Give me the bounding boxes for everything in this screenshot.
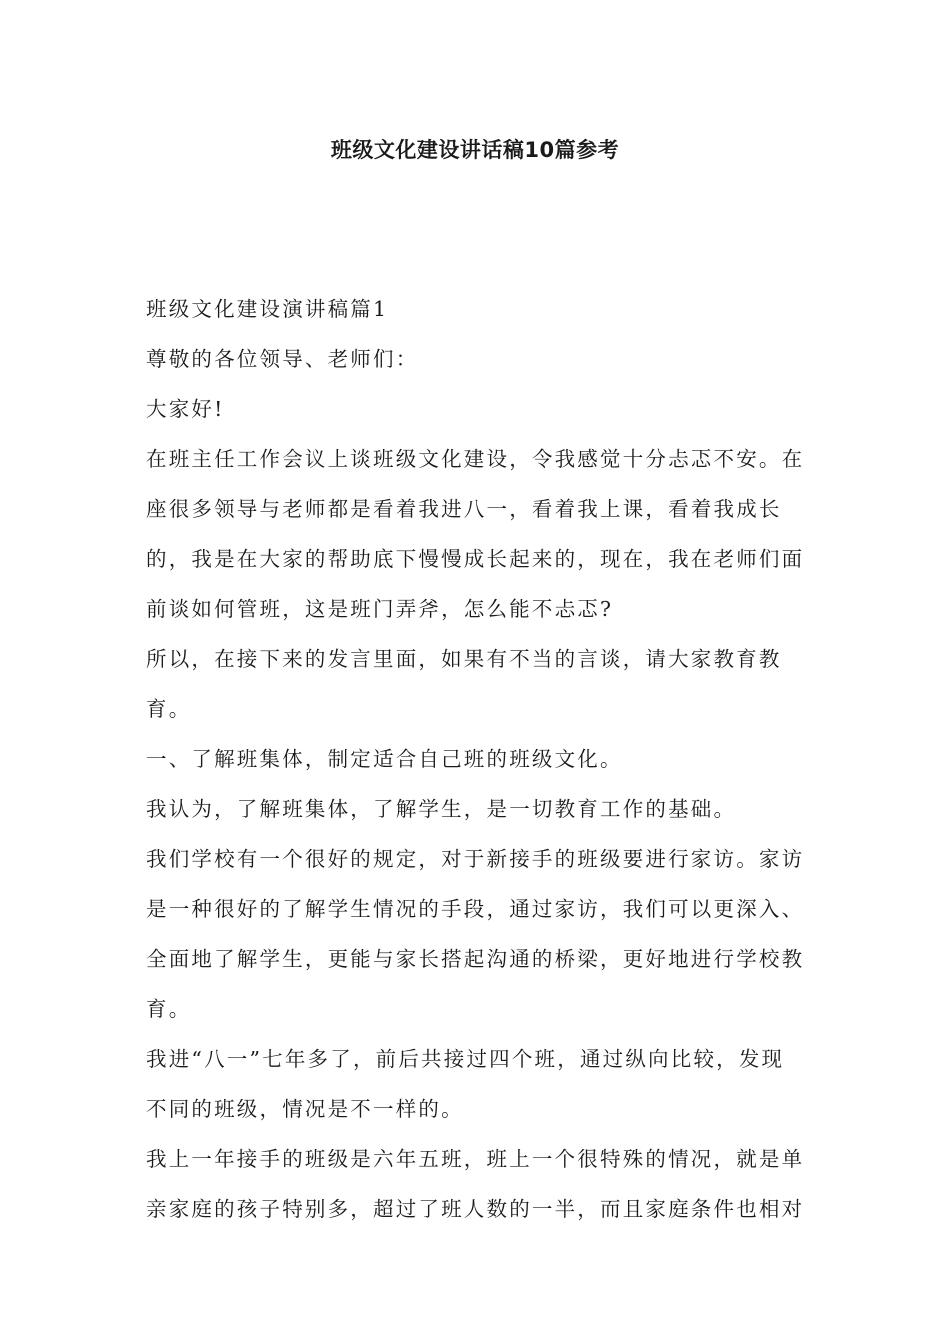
paragraph: 我认为，了解班集体，了解学生，是一切教育工作的基础。 [146,797,737,821]
paragraph: 我进“八一”七年多了，前后共接过四个班，通过纵向比较，发现不同的班级，情况是不一样的。 [146,1047,785,1121]
paragraph: 所以，在接下来的发言里面，如果有不当的言谈，请大家教育教育。 [146,647,782,721]
document-title: 班级文化建设讲话稿10篇参考 [330,138,620,162]
subheading: 一、了解班集体，制定适合自己班的班级文化。 [146,747,623,771]
paragraph: 我们学校有一个很好的规定，对于新接手的班级要进行家访。家访是一种很好的了解学生情况的手段，通过家访，我们可以更深入、全面地了解学生，更能与家长搭起沟通的桥梁，更好地进行学校教育。 [146,847,805,1021]
document-body [146,284,806,1234]
section-heading: 班级文化建设演讲稿篇1 [146,297,389,321]
paragraph: 在班主任工作会议上谈班级文化建设，令我感觉十分忐忑不安。在座很多领导与老师都是看着我进八一，看着我上课，看着我成长的，我是在大家的帮助底下慢慢成长起来的，现在，我在老师们面前谈如何管班，这是班门弄斧，怎么能不忐忑? [146,447,805,621]
salutation: 尊敬的各位领导、老师们： [146,347,419,371]
greeting: 大家好! [146,397,225,421]
paragraph: 我上一年接手的班级是六年五班，班上一个很特殊的情况，就是单亲家庭的孩子特别多，超过了班人数的一半，而且家庭条件也相对 [146,1147,805,1221]
